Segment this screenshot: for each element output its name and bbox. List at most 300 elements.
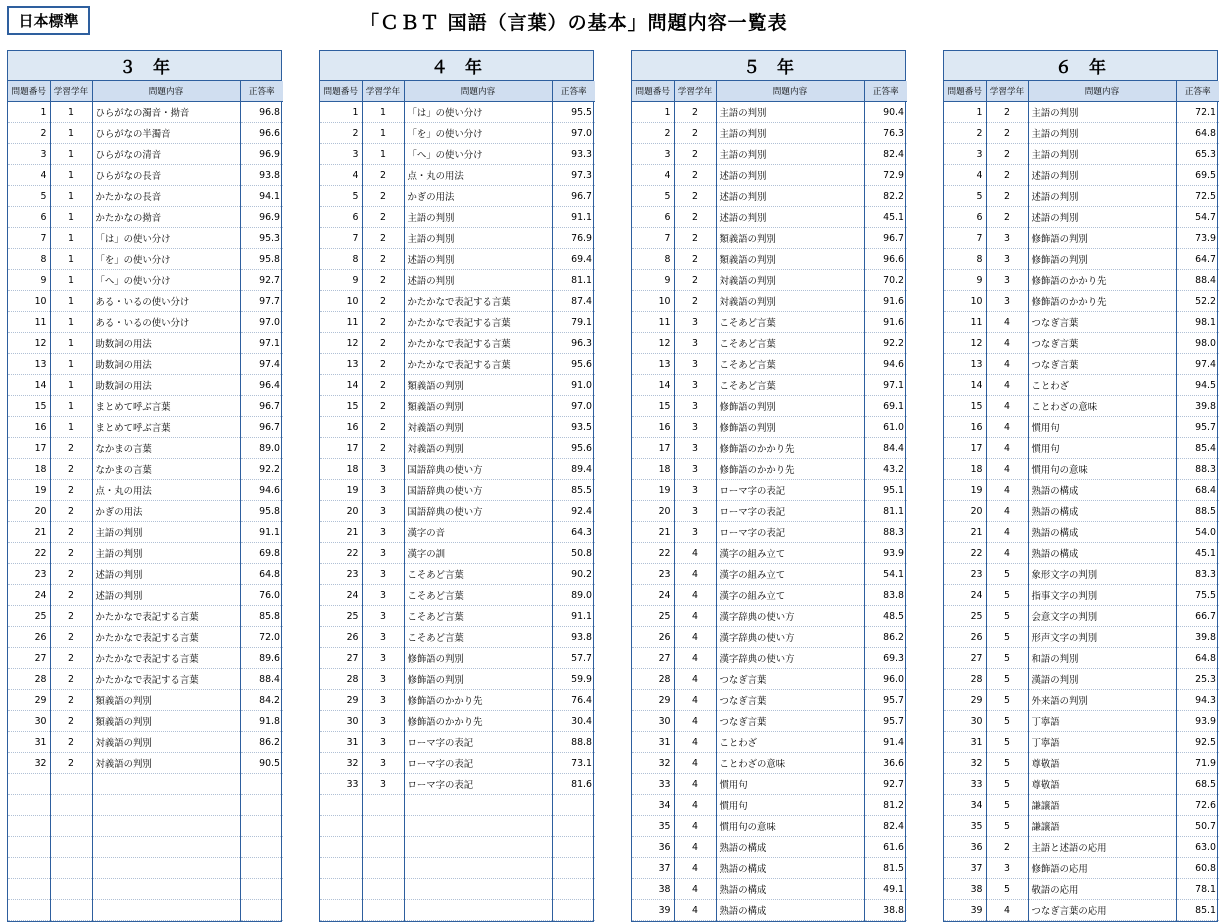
problem-content: かたかなで表記する言葉 [404, 333, 552, 354]
problem-content: つなぎ言葉 [716, 711, 864, 732]
problem-content: こそあど言葉 [404, 585, 552, 606]
correct-rate: 76.4 [552, 690, 595, 711]
study-grade: 4 [986, 522, 1028, 543]
problem-number [320, 816, 362, 837]
problem-content: 述語の判別 [92, 585, 240, 606]
study-grade: 4 [674, 858, 716, 879]
problem-number: 32 [632, 753, 674, 774]
table-row [944, 270, 1219, 291]
correct-rate: 96.6 [240, 123, 283, 144]
correct-rate: 81.1 [864, 501, 907, 522]
table-row [8, 102, 283, 123]
problem-number: 19 [944, 480, 986, 501]
table-row [320, 837, 595, 858]
problem-number: 28 [944, 669, 986, 690]
problem-content: 外来語の判別 [1028, 690, 1176, 711]
problem-content: 述語の判別 [404, 249, 552, 270]
correct-rate: 82.2 [864, 186, 907, 207]
problem-number: 8 [632, 249, 674, 270]
table-row [632, 417, 907, 438]
table-row [632, 669, 907, 690]
study-grade: 2 [50, 669, 92, 690]
study-grade: 2 [362, 354, 404, 375]
problem-number: 27 [320, 648, 362, 669]
correct-rate: 76.3 [864, 123, 907, 144]
study-grade: 4 [674, 816, 716, 837]
table-row [632, 816, 907, 837]
study-grade: 2 [50, 543, 92, 564]
problem-content [92, 879, 240, 900]
problem-number: 21 [632, 522, 674, 543]
problem-number: 2 [632, 123, 674, 144]
page-title: 「ＣＢＴ 国語（言葉）の基本」問題内容一覧表 [360, 12, 788, 34]
problem-number: 22 [944, 543, 986, 564]
table-row [8, 123, 283, 144]
correct-rate: 96.9 [240, 144, 283, 165]
problem-number: 7 [944, 228, 986, 249]
problem-content: 漢字辞典の使い方 [716, 648, 864, 669]
correct-rate: 84.4 [864, 438, 907, 459]
study-grade: 2 [362, 186, 404, 207]
study-grade [50, 774, 92, 795]
study-grade: 4 [674, 795, 716, 816]
column-header-content: 問題内容 [404, 81, 552, 102]
problem-content: 丁寧語 [1028, 711, 1176, 732]
problem-number: 19 [8, 480, 50, 501]
grade-heading: ３ 年 [8, 51, 281, 81]
study-grade: 2 [50, 732, 92, 753]
problem-number: 23 [8, 564, 50, 585]
correct-rate: 72.9 [864, 165, 907, 186]
table-row [944, 585, 1219, 606]
column-header-no: 問題番号 [8, 81, 50, 102]
problem-number [8, 774, 50, 795]
problem-content: ある・いるの使い分け [92, 312, 240, 333]
table-row [944, 501, 1219, 522]
correct-rate: 96.7 [240, 417, 283, 438]
problem-number: 15 [320, 396, 362, 417]
problem-content: 述語の判別 [1028, 165, 1176, 186]
study-grade [50, 879, 92, 900]
problem-number: 4 [944, 165, 986, 186]
table-row [632, 501, 907, 522]
study-grade: 3 [674, 333, 716, 354]
problem-content: 修飾語の判別 [1028, 249, 1176, 270]
grade-panel [7, 50, 282, 922]
correct-rate: 68.4 [1176, 480, 1219, 501]
correct-rate: 85.8 [240, 606, 283, 627]
correct-rate: 69.8 [240, 543, 283, 564]
problem-content: 漢字の訓 [404, 543, 552, 564]
table-row [8, 333, 283, 354]
study-grade: 4 [674, 900, 716, 921]
study-grade: 4 [986, 417, 1028, 438]
table-row [632, 543, 907, 564]
table-row [8, 606, 283, 627]
table-row [632, 354, 907, 375]
problem-number: 21 [320, 522, 362, 543]
correct-rate: 64.8 [1176, 123, 1219, 144]
table-row [320, 501, 595, 522]
table-row [632, 438, 907, 459]
table-row [944, 690, 1219, 711]
problem-number: 7 [632, 228, 674, 249]
study-grade: 2 [50, 522, 92, 543]
problem-number: 37 [944, 858, 986, 879]
column-header-content: 問題内容 [716, 81, 864, 102]
table-row [632, 732, 907, 753]
correct-rate: 90.4 [864, 102, 907, 123]
problem-content: 修飾語の判別 [716, 396, 864, 417]
column-header-grade: 学習学年 [986, 81, 1028, 102]
correct-rate: 92.7 [864, 774, 907, 795]
table-row [8, 564, 283, 585]
problem-number: 27 [8, 648, 50, 669]
problem-number: 12 [944, 333, 986, 354]
correct-rate: 48.5 [864, 606, 907, 627]
problem-number: 11 [8, 312, 50, 333]
table-row [944, 480, 1219, 501]
problem-content [92, 858, 240, 879]
problem-content: 丁寧語 [1028, 732, 1176, 753]
table-row [632, 858, 907, 879]
correct-rate: 79.1 [552, 312, 595, 333]
study-grade: 3 [674, 438, 716, 459]
problem-content: かたかなの長音 [92, 186, 240, 207]
problem-number: 27 [944, 648, 986, 669]
problem-number: 15 [944, 396, 986, 417]
correct-rate: 61.0 [864, 417, 907, 438]
problem-number: 5 [944, 186, 986, 207]
correct-rate: 98.0 [1176, 333, 1219, 354]
problem-content: 修飾語の判別 [404, 669, 552, 690]
problem-number: 29 [944, 690, 986, 711]
table-row [944, 165, 1219, 186]
correct-rate: 97.0 [552, 396, 595, 417]
problem-number: 7 [320, 228, 362, 249]
problem-number: 4 [8, 165, 50, 186]
problem-content: こそあど言葉 [716, 312, 864, 333]
study-grade: 2 [674, 186, 716, 207]
problem-content: 修飾語の判別 [716, 417, 864, 438]
correct-rate: 78.1 [1176, 879, 1219, 900]
problem-content: 述語の判別 [92, 564, 240, 585]
problem-number: 30 [632, 711, 674, 732]
problem-number [8, 900, 50, 921]
table-row [944, 795, 1219, 816]
correct-rate: 81.6 [552, 774, 595, 795]
problem-content: 漢語の判別 [1028, 669, 1176, 690]
problem-content: ひらがなの清音 [92, 144, 240, 165]
problem-number: 11 [944, 312, 986, 333]
problem-number: 12 [8, 333, 50, 354]
study-grade: 5 [986, 627, 1028, 648]
table-row [8, 837, 283, 858]
study-grade: 2 [362, 270, 404, 291]
problem-content: 修飾語のかかり先 [1028, 291, 1176, 312]
table-row [320, 417, 595, 438]
correct-rate: 90.2 [552, 564, 595, 585]
correct-rate: 81.5 [864, 858, 907, 879]
study-grade: 2 [50, 564, 92, 585]
problem-content: 尊敬語 [1028, 774, 1176, 795]
problem-number: 9 [632, 270, 674, 291]
table-row [944, 522, 1219, 543]
correct-rate: 92.7 [240, 270, 283, 291]
study-grade: 1 [362, 102, 404, 123]
study-grade: 3 [362, 648, 404, 669]
problem-number: 2 [320, 123, 362, 144]
problem-number: 25 [944, 606, 986, 627]
grade-heading: ５ 年 [632, 51, 905, 81]
problem-number [8, 837, 50, 858]
correct-rate: 50.8 [552, 543, 595, 564]
problem-content: ことわざの意味 [716, 753, 864, 774]
table-row [632, 522, 907, 543]
problem-content: 敬語の応用 [1028, 879, 1176, 900]
correct-rate: 54.0 [1176, 522, 1219, 543]
study-grade: 2 [362, 165, 404, 186]
study-grade: 5 [986, 711, 1028, 732]
study-grade: 1 [50, 249, 92, 270]
study-grade: 3 [362, 543, 404, 564]
table-row [320, 690, 595, 711]
problem-content: つなぎ言葉 [716, 669, 864, 690]
problem-number: 35 [632, 816, 674, 837]
correct-rate: 72.6 [1176, 795, 1219, 816]
problem-content: 会意文字の判別 [1028, 606, 1176, 627]
table-row [944, 396, 1219, 417]
problem-content [404, 837, 552, 858]
study-grade: 3 [674, 396, 716, 417]
problem-content: 類義語の判別 [716, 249, 864, 270]
study-grade: 4 [674, 585, 716, 606]
problem-content: ことわざ [1028, 375, 1176, 396]
problem-number: 30 [8, 711, 50, 732]
problem-content: つなぎ言葉 [716, 690, 864, 711]
table-row [320, 123, 595, 144]
problem-number: 34 [944, 795, 986, 816]
problem-content: 「は」の使い分け [404, 102, 552, 123]
table-row [632, 774, 907, 795]
problem-content: かたかなで表記する言葉 [92, 627, 240, 648]
problem-content: かたかなで表記する言葉 [404, 354, 552, 375]
study-grade: 4 [986, 501, 1028, 522]
table-row [320, 228, 595, 249]
table-row [320, 459, 595, 480]
study-grade: 2 [674, 228, 716, 249]
problem-content: ある・いるの使い分け [92, 291, 240, 312]
correct-rate: 96.7 [552, 186, 595, 207]
study-grade: 5 [986, 732, 1028, 753]
problem-number: 36 [944, 837, 986, 858]
problem-number: 26 [944, 627, 986, 648]
study-grade: 3 [986, 291, 1028, 312]
correct-rate: 83.8 [864, 585, 907, 606]
study-grade: 5 [986, 774, 1028, 795]
correct-rate: 69.5 [1176, 165, 1219, 186]
study-grade: 2 [986, 165, 1028, 186]
table-row [944, 753, 1219, 774]
problem-content: 尊敬語 [1028, 753, 1176, 774]
problem-number: 29 [8, 690, 50, 711]
problem-content: こそあど言葉 [404, 627, 552, 648]
table-row [320, 879, 595, 900]
correct-rate: 97.0 [240, 312, 283, 333]
study-grade: 2 [674, 144, 716, 165]
problem-content: 漢字の組み立て [716, 564, 864, 585]
correct-rate: 69.3 [864, 648, 907, 669]
problem-content: 修飾語のかかり先 [404, 711, 552, 732]
problem-number: 32 [320, 753, 362, 774]
study-grade: 2 [362, 291, 404, 312]
problem-number: 10 [632, 291, 674, 312]
correct-rate [552, 795, 595, 816]
study-grade: 2 [50, 627, 92, 648]
table-row [8, 648, 283, 669]
problem-content: 慣用句 [1028, 438, 1176, 459]
problem-content: 対義語の判別 [92, 732, 240, 753]
correct-rate: 91.8 [240, 711, 283, 732]
problem-number: 25 [320, 606, 362, 627]
correct-rate: 96.7 [240, 396, 283, 417]
study-grade: 2 [362, 312, 404, 333]
study-grade: 3 [674, 417, 716, 438]
correct-rate: 85.5 [552, 480, 595, 501]
problem-number: 33 [632, 774, 674, 795]
study-grade: 5 [986, 606, 1028, 627]
study-grade: 2 [50, 753, 92, 774]
problem-number: 6 [632, 207, 674, 228]
table-row [944, 459, 1219, 480]
table-row [320, 711, 595, 732]
table-row [8, 480, 283, 501]
table-row [944, 144, 1219, 165]
study-grade: 3 [362, 627, 404, 648]
problem-number: 20 [944, 501, 986, 522]
problem-number [8, 858, 50, 879]
problem-content: 「を」の使い分け [404, 123, 552, 144]
correct-rate: 30.4 [552, 711, 595, 732]
correct-rate: 88.5 [1176, 501, 1219, 522]
problem-content: 慣用句の意味 [1028, 459, 1176, 480]
problem-number: 8 [320, 249, 362, 270]
correct-rate: 91.0 [552, 375, 595, 396]
problem-content: まとめて呼ぶ言葉 [92, 417, 240, 438]
study-grade: 2 [362, 207, 404, 228]
correct-rate: 71.9 [1176, 753, 1219, 774]
correct-rate: 89.0 [240, 438, 283, 459]
study-grade: 4 [986, 480, 1028, 501]
problem-number: 15 [8, 396, 50, 417]
problem-content: こそあど言葉 [404, 606, 552, 627]
problem-content: 熟語の構成 [1028, 480, 1176, 501]
table-row [8, 207, 283, 228]
problem-number: 38 [944, 879, 986, 900]
problem-number: 16 [320, 417, 362, 438]
study-grade: 5 [986, 669, 1028, 690]
study-grade: 4 [986, 312, 1028, 333]
study-grade: 1 [50, 207, 92, 228]
problem-number: 18 [944, 459, 986, 480]
correct-rate: 57.7 [552, 648, 595, 669]
problem-content: 述語の判別 [716, 165, 864, 186]
problem-number: 5 [8, 186, 50, 207]
problem-number: 31 [632, 732, 674, 753]
table-row [944, 732, 1219, 753]
correct-rate [552, 900, 595, 921]
study-grade: 4 [674, 774, 716, 795]
problem-content: 形声文字の判別 [1028, 627, 1176, 648]
problem-number: 2 [944, 123, 986, 144]
table-header-row [320, 81, 595, 102]
table-row [632, 186, 907, 207]
correct-rate: 59.9 [552, 669, 595, 690]
study-grade: 2 [986, 102, 1028, 123]
study-grade: 3 [362, 669, 404, 690]
table-row [944, 837, 1219, 858]
correct-rate: 36.6 [864, 753, 907, 774]
study-grade [50, 795, 92, 816]
correct-rate: 95.6 [552, 438, 595, 459]
study-grade: 2 [362, 228, 404, 249]
column-header-rate: 正答率 [1176, 81, 1219, 102]
table-row [320, 270, 595, 291]
correct-rate [552, 879, 595, 900]
study-grade: 4 [674, 732, 716, 753]
problem-number [320, 795, 362, 816]
problem-number: 30 [944, 711, 986, 732]
study-grade: 1 [50, 312, 92, 333]
study-grade: 2 [362, 333, 404, 354]
table-row [632, 795, 907, 816]
study-grade: 5 [986, 795, 1028, 816]
correct-rate: 69.1 [864, 396, 907, 417]
problem-content: 「へ」の使い分け [404, 144, 552, 165]
problem-content: 類義語の判別 [404, 375, 552, 396]
problem-content: ローマ字の表記 [404, 732, 552, 753]
correct-rate: 97.1 [864, 375, 907, 396]
problem-number: 14 [320, 375, 362, 396]
table-row [632, 207, 907, 228]
table-row [632, 606, 907, 627]
problem-number: 17 [632, 438, 674, 459]
study-grade: 5 [986, 564, 1028, 585]
table-row [944, 102, 1219, 123]
table-row [8, 900, 283, 921]
study-grade: 2 [674, 270, 716, 291]
table-row [944, 333, 1219, 354]
study-grade: 1 [362, 123, 404, 144]
problem-number: 14 [8, 375, 50, 396]
problem-number [320, 837, 362, 858]
study-grade: 3 [986, 228, 1028, 249]
problem-number: 19 [320, 480, 362, 501]
problem-content: 修飾語のかかり先 [716, 459, 864, 480]
problem-content: 国語辞典の使い方 [404, 501, 552, 522]
correct-rate: 93.8 [240, 165, 283, 186]
study-grade: 2 [50, 606, 92, 627]
column-header-no: 問題番号 [944, 81, 986, 102]
correct-rate: 96.4 [240, 375, 283, 396]
study-grade: 3 [674, 459, 716, 480]
problem-number [8, 795, 50, 816]
table-row [320, 207, 595, 228]
table-row [8, 690, 283, 711]
table-row [944, 879, 1219, 900]
problem-number: 27 [632, 648, 674, 669]
problem-content: 対義語の判別 [716, 270, 864, 291]
